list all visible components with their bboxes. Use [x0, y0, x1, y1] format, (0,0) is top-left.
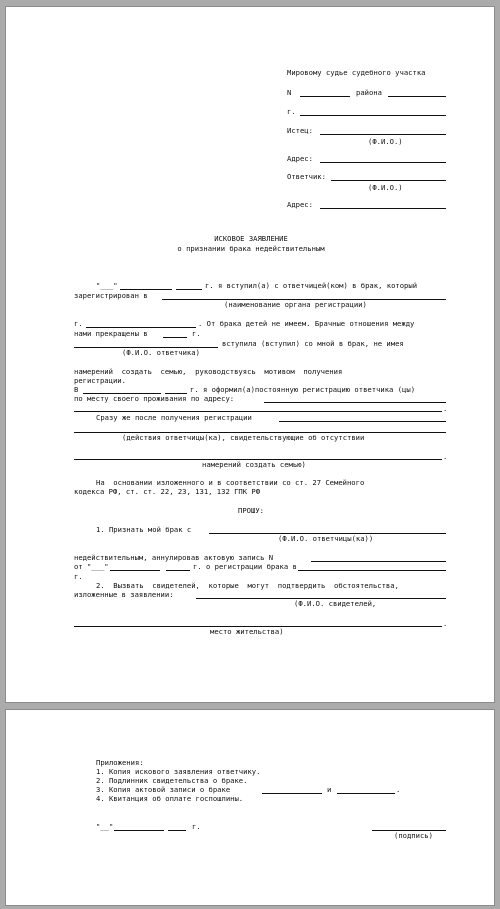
record-registry-field[interactable] [298, 570, 446, 571]
registration-in-label: В [74, 385, 79, 394]
plaintiff-fio-caption: (Ф.И.О.) [368, 137, 403, 146]
plaintiff-address-field[interactable] [320, 162, 446, 163]
request-1-text: 1. Признать мой брак с [96, 525, 192, 534]
document-subtitle: о признании брака недействительным [177, 244, 325, 253]
document-page-1 [5, 6, 495, 703]
defendant-name-caption: (Ф.И.О. ответчика) [122, 348, 200, 357]
marriage-date-year-field[interactable] [176, 289, 202, 290]
residence-caption: место жительства) [210, 627, 284, 636]
witnesses-caption: (Ф.И.О. свидетелей, [294, 599, 377, 608]
request-2-text: 2. Вызвать свидетелей, которые могут подтвердить обстоятельства, [96, 581, 399, 590]
no-children-text: . От брака детей не имеем. Брачные отношения между [198, 319, 415, 328]
defendant-label: Ответчик: [287, 172, 326, 181]
defendant-address-field[interactable] [320, 208, 446, 209]
registered-in-text: зарегистрирован в [74, 291, 148, 300]
registry-office-caption: (наименование органа регистрации) [224, 300, 367, 309]
court-number-label: N [287, 88, 292, 97]
defendant-fio-caption: (Ф.И.О.) [368, 183, 403, 192]
defendant-field[interactable] [331, 180, 446, 181]
after-registration-text: Сразу же после получения регистрации [96, 413, 252, 422]
record-city-label: г. [74, 572, 83, 581]
district-field[interactable] [388, 96, 446, 97]
relations-ended-year-field[interactable] [163, 337, 187, 338]
registration-text: регистрации. [74, 376, 126, 385]
judge-recipient-line: Мировому судье судебного участка [287, 68, 426, 77]
record-registry-text: г. о регистрации брака в [193, 562, 297, 571]
attachment-item-3: 3. Копия актовой записи о браке [96, 785, 231, 794]
spouse-name-caption: (Ф.И.О. ответчицы(ка)) [278, 534, 374, 543]
attachment-date-field-1[interactable] [262, 793, 322, 794]
attachment-item-1: 1. Копия искового заявления ответчику. [96, 767, 261, 776]
record-year-field[interactable] [166, 570, 190, 571]
district-label: района [356, 88, 382, 97]
document-title: ИСКОВОЕ ЗАЯВЛЕНИЕ [214, 234, 288, 243]
attachment-item-3-dot: . [396, 785, 401, 794]
signature-date-field[interactable] [114, 830, 164, 831]
attachment-item-3-and: и [327, 785, 332, 794]
city-label: г. [287, 107, 296, 116]
witnesses-dot: . [443, 619, 448, 628]
intent-text: намерений создать семью, руководствуясь мотивом получения [74, 367, 343, 376]
residence-text: по месту своего проживания по адресу: [74, 394, 235, 403]
residence-dot: . [443, 404, 448, 413]
relations-ended-text: нами прекращены в [74, 329, 148, 338]
attachment-item-4: 4. Квитанция об оплате госпошлины. [96, 794, 244, 803]
marriage-date-month-field[interactable] [120, 289, 172, 290]
signature-caption: (подпись) [394, 831, 433, 840]
signature-date-quote: "__" [96, 822, 114, 831]
record-date-field[interactable] [110, 570, 160, 571]
city-field[interactable] [300, 115, 446, 116]
relations-ended-year-label: г. [192, 329, 201, 338]
marriage-date-quote: "___" [96, 281, 118, 290]
registry-city-field[interactable] [86, 327, 196, 328]
entered-marriage-text: вступила (вступил) со мной в брак, не имея [222, 339, 404, 348]
registration-done-text: г. я оформил(а)постоянную регистрацию ответчика (цы) [190, 385, 416, 394]
signature-year-field[interactable] [168, 830, 186, 831]
attachment-date-field-2[interactable] [337, 793, 395, 794]
record-number-field[interactable] [311, 561, 446, 562]
annul-record-text: недействительным, аннулировав актовую запись N [74, 553, 274, 562]
plaintiff-address-label: Адрес: [287, 154, 313, 163]
no-intent-caption: намерений создать семью) [202, 460, 306, 469]
actions-dot: . [443, 452, 448, 461]
legal-basis-text-2: кодекса РФ, ст. ст. 22, 23, 131, 132 ГПК РФ [74, 487, 261, 496]
record-date-quote: от "___" [74, 562, 109, 571]
signature-year-label: г. [192, 822, 201, 831]
stated-in-text: изложенные в заявлении: [74, 590, 174, 599]
legal-basis-text: На основании изложенного и в соответствии со ст. 27 Семейного [96, 478, 365, 487]
registry-city-label: г. [74, 319, 83, 328]
actions-caption: (действия ответчицы(ка), свидетельствующие об отсутствии [122, 433, 365, 442]
defendant-address-label: Адрес: [287, 200, 313, 209]
attachment-item-2: 2. Подлинник свидетельства о браке. [96, 776, 248, 785]
residence-address-field[interactable] [264, 402, 446, 403]
plaintiff-label: Истец: [287, 126, 313, 135]
court-number-field[interactable] [300, 96, 350, 97]
actions-field[interactable] [279, 421, 446, 422]
plaintiff-field[interactable] [320, 134, 446, 135]
document-page-2 [5, 709, 495, 906]
residence-address-field-2[interactable] [74, 411, 442, 412]
attachments-title: Приложения: [96, 758, 144, 767]
request-heading: ПРОШУ: [238, 506, 264, 515]
marriage-text-line-1: г. я вступил(а) с ответчицей(ком) в брак, который [205, 281, 418, 290]
